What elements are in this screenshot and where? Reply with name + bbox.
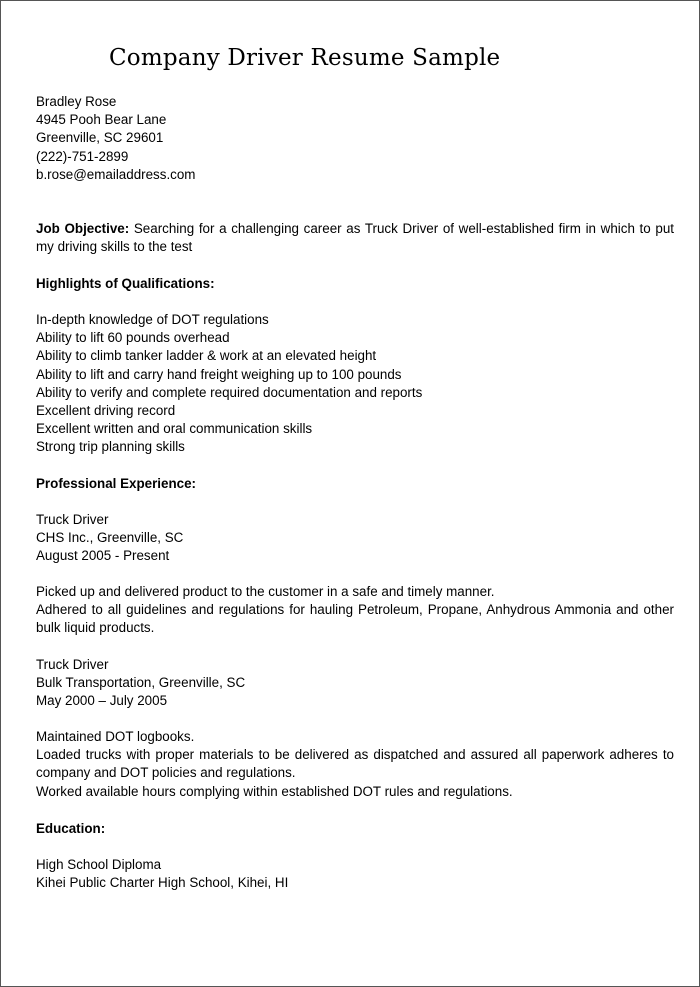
contact-phone: (222)-751-2899 [36, 148, 129, 164]
job-dates: August 2005 - Present [36, 548, 170, 564]
highlights-heading: Highlights of Qualifications: [36, 276, 215, 291]
job-title: Truck Driver [36, 657, 109, 672]
job-dates: May 2000 – July 2005 [36, 693, 168, 709]
objective-text: Searching for a challenging career as Truck Driver of well-established firm in which to put my driving skills to the test [36, 221, 674, 255]
job-duty: Picked up and delivered product to the customer in a safe and timely manner. [36, 584, 495, 599]
job-1-duties [36, 583, 674, 638]
list-item: Strong trip planning skills [36, 439, 185, 455]
education-school: Kihei Public Charter High School, Kihei, HI [36, 875, 289, 891]
experience-heading: Professional Experience: [36, 476, 197, 491]
contact-street: 4945 Pooh Bear Lane [36, 112, 167, 128]
contact-block [36, 93, 674, 184]
highlights-list [36, 311, 674, 457]
education-block [36, 856, 674, 892]
list-item: Ability to lift and carry hand freight weighing up to 100 pounds [36, 366, 402, 382]
list-item: Ability to verify and complete required documentation and reports [36, 384, 423, 400]
job-duty: Worked available hours complying within established DOT rules and regulations. [36, 783, 513, 799]
job-2-header [36, 656, 674, 711]
job-duty: Maintained DOT logbooks. [36, 729, 195, 744]
list-item: Excellent driving record [36, 403, 176, 419]
job-company: CHS Inc., Greenville, SC [36, 530, 184, 546]
list-item: Ability to climb tanker ladder & work at an elevated height [36, 348, 377, 364]
list-item: Ability to lift 60 pounds overhead [36, 330, 230, 346]
objective-paragraph [36, 220, 674, 256]
job-duty: Loaded trucks with proper materials to be delivered as dispatched and assured all paperwork adheres to company and DOT policies and regulations. [36, 747, 674, 781]
education-degree: High School Diploma [36, 857, 162, 872]
job-2-duties [36, 728, 674, 801]
job-1-header [36, 511, 674, 566]
contact-name: Bradley Rose [36, 94, 117, 109]
contact-email: b.rose@emailaddress.com [36, 166, 196, 182]
education-heading: Education: [36, 821, 106, 836]
list-item: In-depth knowledge of DOT regulations [36, 312, 269, 327]
job-duty: Adhered to all guidelines and regulations for hauling Petroleum, Propane, Anhydrous Ammonia and other bulk liquid products. [36, 602, 674, 636]
page-title: Company Driver Resume Sample [109, 45, 501, 71]
job-company: Bulk Transportation, Greenville, SC [36, 675, 246, 691]
job-title: Truck Driver [36, 512, 109, 527]
list-item: Excellent written and oral communication skills [36, 421, 313, 437]
objective-label: Job Objective: [36, 221, 130, 236]
contact-city: Greenville, SC 29601 [36, 130, 164, 146]
